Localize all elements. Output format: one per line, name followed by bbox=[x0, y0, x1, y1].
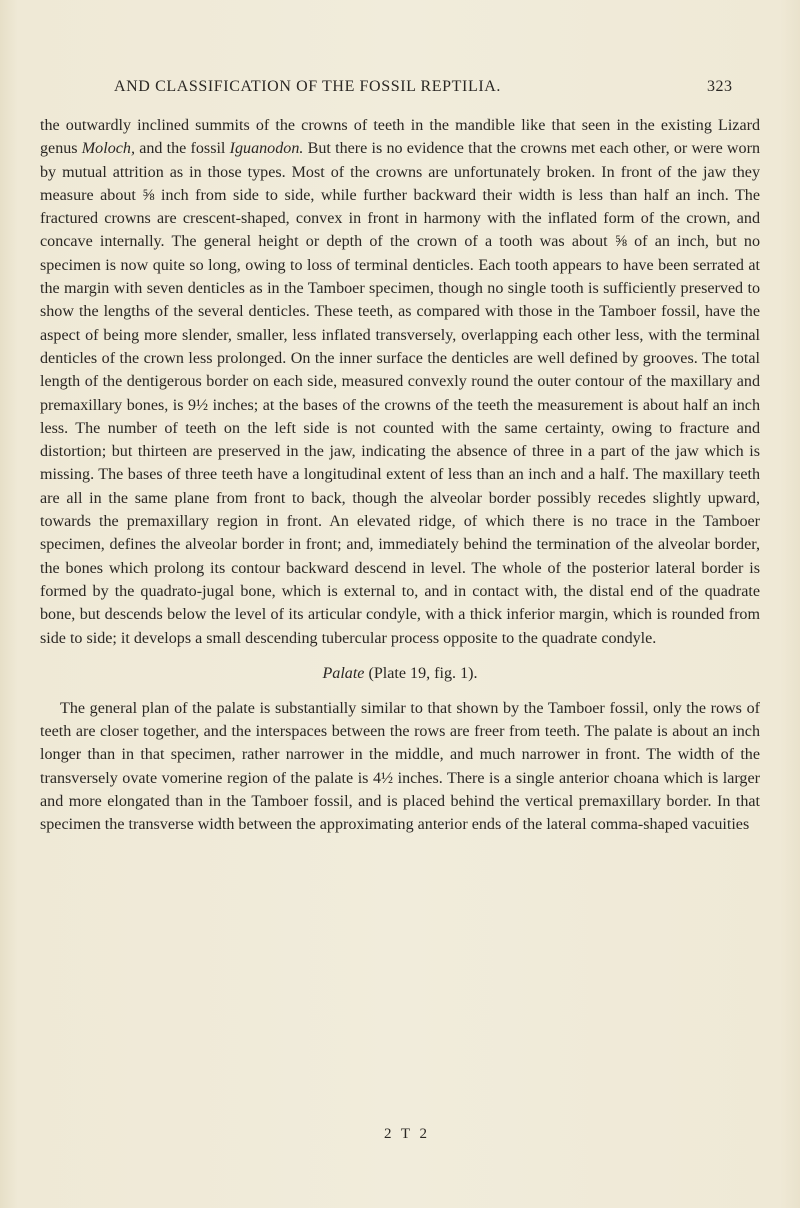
running-head: AND CLASSIFICATION OF THE FOSSIL REPTILIA. bbox=[114, 78, 502, 95]
section-title: Palate bbox=[322, 664, 365, 682]
paragraph bbox=[40, 114, 760, 650]
page-header bbox=[0, 78, 800, 102]
genus-name: Iguanodon. bbox=[229, 140, 304, 158]
paragraph-text: The general plan of the palate is substantially similar to that shown by the Tamboer fossil, only the rows of teeth are closer together, and the interspaces between the rows are freer from teeth. The palate is about an inch longer than in that specimen, rather narrower in the middle, and much narrower in front. The width of the transversely ovate vomerine region of the palate is 4½ inches. There is a single anterior choana which is larger and more elongated than in the Tamboer fossil, and is placed behind the vertical premaxillary border. In that specimen the transverse width between the approximating anterior ends of the lateral comma-shaped vacuities bbox=[40, 699, 760, 834]
section-heading bbox=[40, 662, 760, 685]
signature-mark: 2 T 2 bbox=[383, 1126, 431, 1142]
plate-reference: (Plate 19, fig. 1). bbox=[364, 664, 478, 682]
page-number: 323 bbox=[707, 78, 733, 95]
paragraph-text: But there is no evidence that the crowns met each other, or were worn by mutual attrition as in those types. Most of the crowns are unfortunately broken. In front of the jaw they measure about ⅝ inch from side to side, while further backward their width is less than half an inch. The fractured crowns are crescent-shaped, convex in front in harmony with the inflated form of the crown, and concave internally. The general height or depth of the crown of a tooth was about ⅝ of an inch, but no specimen is now quite so long, owing to loss of terminal denticles. Each tooth appears to have been serrated at the margin with seven denticles as in the Tamboer specimen, though no single tooth is sufficiently preserved to show the lengths of the several denticles. These teeth, as compared with those in the Tamboer fossil, have the aspect of being more slender, smaller, less inflated transversely, overlapping each other less, with the terminal denticles of the crown less prolonged. On the inner surface the denticles are well defined by grooves. The total length of the dentigerous border on each side, measured convexly round the outer contour of the maxillary and premaxillary bones, is 9½ inches; at the bases of the crowns of the teeth the measurement is about half an inch less. The number of teeth on the left side is not counted with the same certainty, owing to fracture and distortion; but thirteen are preserved in the jaw, indicating the absence of three in a part of the jaw which is missing. The bases of three teeth have a longitudinal extent of less than an inch and a half. The maxillary teeth are all in the same plane from front to back, though the alveolar border possibly recedes slightly upward, towards the premaxillary region in front. An elevated ridge, of which there is no trace in the Tamboer specimen, defines the alveolar border in front; and, immediately behind the termination of the alveolar border, the bones which prolong its contour backward descend in level. The whole of the posterior lateral border is formed by the quadrato-jugal bone, which is external to, and in contact with, the distal end of the quadrate bone, but descends below the level of its articular condyle, with a thick inferior margin, which is rounded from side to side; it develops a small descending tubercular process opposite to the quadrate condyle. bbox=[40, 140, 761, 647]
paragraph-text: and the fossil bbox=[134, 140, 230, 158]
body-text bbox=[40, 114, 760, 837]
paragraph bbox=[40, 697, 760, 837]
paragraph-text: the outwardly inclined summits of the crowns of teeth in the mandible like that seen in the existing Lizard genus bbox=[40, 117, 760, 158]
genus-name: Moloch, bbox=[81, 140, 135, 158]
